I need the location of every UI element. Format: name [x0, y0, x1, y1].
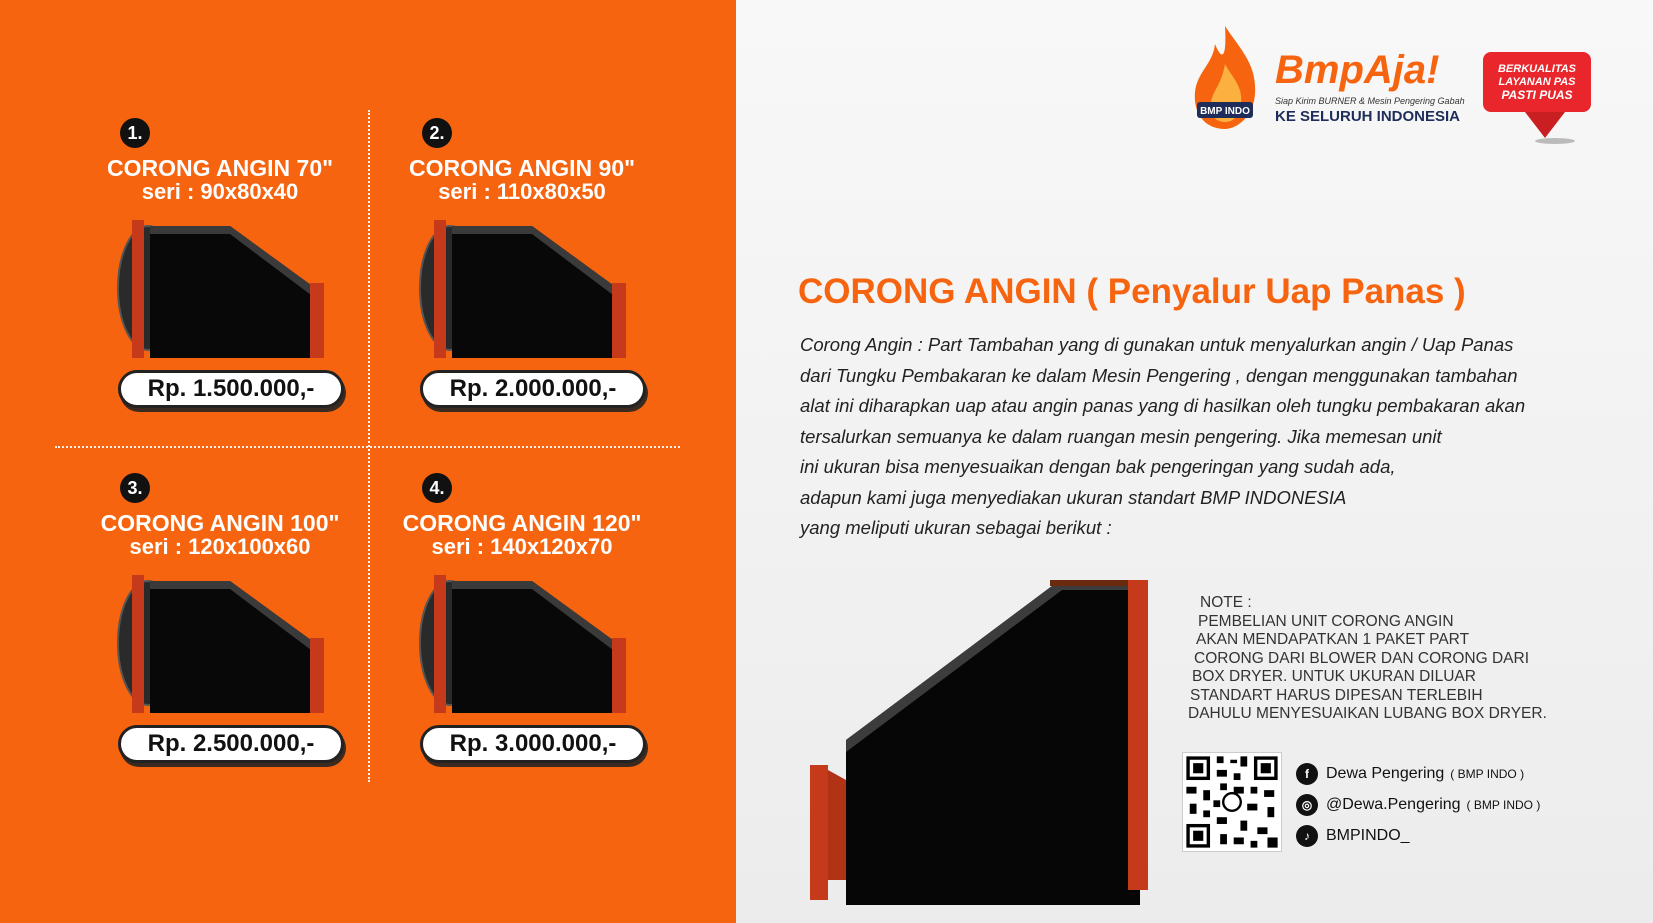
description-line: adapun kami juga menyediakan ukuran standart BMP INDONESIA [800, 486, 1347, 508]
note-line: AKAN MENDAPATKAN 1 PAKET PART [1196, 631, 1470, 648]
description-line: tersalurkan semuanya ke dalam ruangan mesin pengering. Jika memesan unit [800, 425, 1442, 447]
social-tiktok[interactable] [1296, 820, 1540, 851]
qr-code [1182, 752, 1282, 852]
description-line: Corong Angin : Part Tambahan yang di gunakan untuk menyalurkan angin / Uap Panas [800, 334, 1514, 355]
price-tag: Rp. 2.000.000,- [420, 370, 646, 408]
product-image [110, 563, 360, 723]
product-seri: seri : 90x80x40 [141, 179, 299, 204]
note-box [1188, 594, 1558, 724]
social-list [1296, 758, 1540, 851]
product-image [412, 208, 662, 368]
note-line: PEMBELIAN UNIT CORONG ANGIN [1198, 612, 1454, 630]
description-line: alat ini diharapkan uap atau angin panas yang di hasilkan oleh tungku pembakaran akan [800, 395, 1526, 416]
brand-name: BmpAja! [1275, 48, 1440, 92]
quality-badge [1483, 52, 1591, 112]
description [800, 330, 1630, 544]
product-seri: seri : 110x80x50 [438, 179, 606, 204]
page-title: CORONG ANGIN ( Penyalur Uap Panas ) [798, 272, 1466, 311]
badge-shadow [1535, 138, 1575, 144]
main-product-image [800, 580, 1155, 905]
product-number: 1. [120, 118, 150, 148]
brand-block [1185, 20, 1615, 150]
product-name: CORONG ANGIN 70" [106, 155, 334, 181]
note-line: NOTE : [1200, 594, 1252, 611]
social-note: ( BMP INDO ) [1450, 766, 1525, 781]
instagram-icon: ◎ [1296, 794, 1318, 816]
social-note: ( BMP INDO ) [1466, 797, 1541, 812]
product-number: 2. [422, 118, 452, 148]
product-card-2 [372, 118, 672, 448]
tiktok-icon: ♪ [1296, 825, 1318, 847]
product-seri: seri : 140x120x70 [431, 534, 613, 559]
svg-text:BMP INDO: BMP INDO [1200, 106, 1250, 117]
description-line: yang meliputi ukuran sebagai berikut : [800, 517, 1112, 538]
price-tag: Rp. 2.500.000,- [118, 725, 344, 763]
note-line: BOX DRYER. UNTUK UKURAN DILUAR [1192, 668, 1476, 685]
badge-tail [1525, 112, 1565, 138]
product-card-4 [372, 473, 672, 803]
description-line: dari Tungku Pembakaran ke dalam Mesin Pengering , dengan menggunakan tambahan [800, 364, 1518, 386]
note-line: DAHULU MENYESUAIKAN LUBANG BOX DRYER. [1188, 705, 1547, 722]
product-card-1 [70, 118, 370, 448]
social-handle: @Dewa.Pengering [1326, 795, 1461, 813]
badge-line-3: PASTI PUAS [1501, 87, 1573, 102]
product-image [110, 208, 360, 368]
price-tag: Rp. 1.500.000,- [118, 370, 344, 408]
note-line: CORONG DARI BLOWER DAN CORONG DARI [1194, 649, 1529, 667]
social-handle: Dewa Pengering [1326, 764, 1445, 782]
price-tag: Rp. 3.000.000,- [420, 725, 646, 763]
brand-subtitle: KE SELURUH INDONESIA [1275, 108, 1461, 125]
product-number: 4. [422, 473, 452, 503]
badge-line-2: LAYANAN PAS [1498, 75, 1576, 88]
brand-tagline: Siap Kirim BURNER & Mesin Pengering Gabah [1275, 96, 1465, 106]
flame-logo-icon [1185, 24, 1265, 134]
product-name: CORONG ANGIN 90" [408, 155, 636, 181]
product-image [412, 563, 662, 723]
facebook-icon: f [1296, 763, 1318, 785]
social-facebook[interactable] [1296, 758, 1540, 789]
social-instagram[interactable] [1296, 789, 1540, 820]
product-seri: seri : 120x100x60 [129, 534, 311, 559]
badge-line-1: BERKUALITAS [1497, 62, 1576, 75]
product-number: 3. [120, 473, 150, 503]
product-name: CORONG ANGIN 100" [100, 510, 340, 536]
product-card-3 [70, 473, 370, 803]
note-line: STANDART HARUS DIPESAN TERLEBIH [1190, 686, 1483, 704]
description-line: ini ukuran bisa menyesuaikan dengan bak pengeringan yang sudah ada, [800, 456, 1396, 477]
social-handle: BMPINDO_ [1326, 826, 1410, 844]
product-name: CORONG ANGIN 120" [402, 510, 642, 536]
